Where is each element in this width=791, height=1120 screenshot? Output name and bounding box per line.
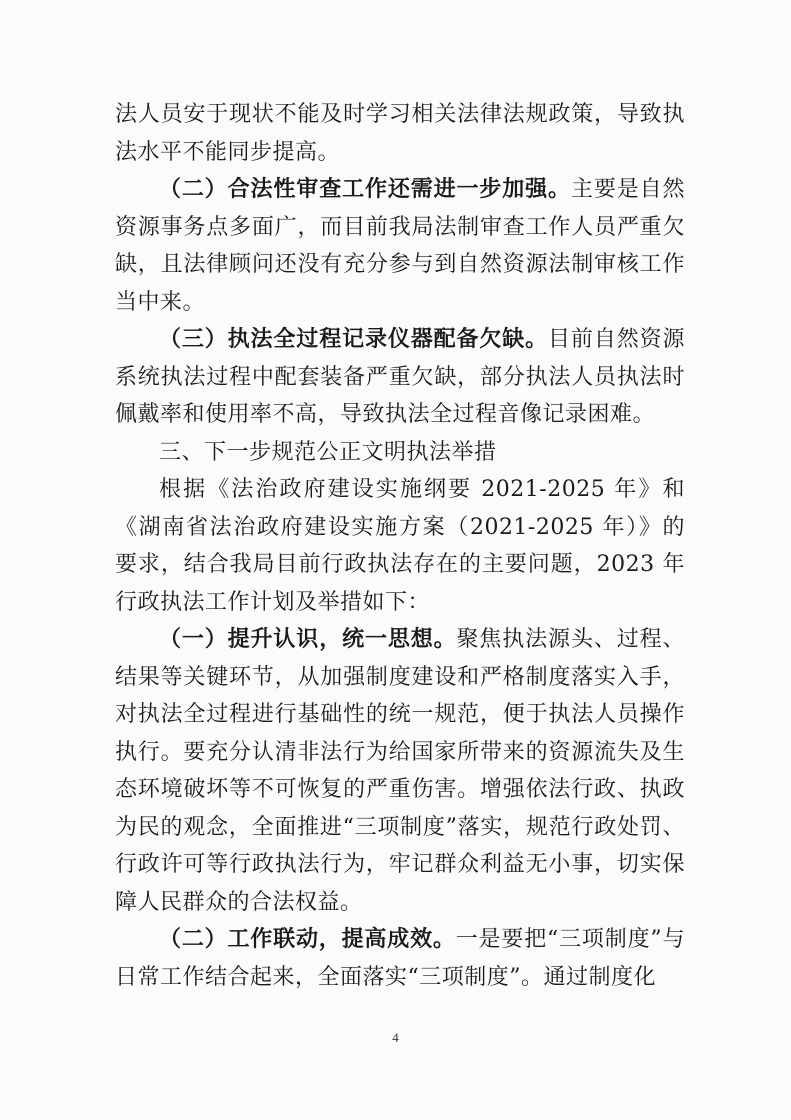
paragraph-continued: 法人员安于现状不能及时学习相关法律法规政策，导致执法水平不能同步提高。 xyxy=(115,102,685,165)
paragraph-basis: 根据《法治政府建设实施纲要 2021-2025 年》和《湖南省法治政府建设实施方案（2021-2025 年）》的要求，结合我局目前行政执法存在的主要问题，2023 年行政执法工作计划及举措如下： xyxy=(115,477,685,615)
paragraph-recording-equipment xyxy=(115,321,685,434)
paragraph-recording-equipment-heading: （三）执法全过程记录仪器配备欠缺。 xyxy=(159,327,549,352)
paragraph-recording-equipment-text: 目前自然资源系统执法过程中配套装备严重欠缺，部分执法人员执法时佩戴率和使用率不高，导致执法全过程音像记录困难。 xyxy=(115,327,685,427)
paragraph-legal-review-heading: （二）合法性审查工作还需进一步加强。 xyxy=(159,177,571,202)
document-body xyxy=(115,96,685,996)
section-heading: 三、下一步规范公正文明执法举措 xyxy=(159,439,497,465)
paragraph-legal-review xyxy=(115,171,685,321)
paragraph-linkage-heading: （二）工作联动，提高成效。 xyxy=(159,927,456,952)
page-number: 4 xyxy=(392,1030,399,1045)
paragraph-legal-review-text: 主要是自然资源事务点多面广，而目前我局法制审查工作人员严重欠缺，且法律顾问还没有充分参与到自然资源法制审核工作当中来。 xyxy=(115,177,685,315)
paragraph-awareness-heading: （一）提升认识，统一思想。 xyxy=(159,627,457,652)
paragraph-awareness xyxy=(115,621,685,921)
paragraph-awareness-text: 聚焦执法源头、过程、结果等关键环节，从加强制度建设和严格制度落实入手，对执法全过程进行基础性的统一规范，便于执法人员操作执行。要充分认清非法行为给国家所带来的资源流失及生态环境破坏等不可恢复的严重伤害。增强依法行政、执政为民的观念，全面推进“三项制度”落实，规范行政处罚、行政许可等行政执法行为，牢记群众利益无小事，切实保障人民群众的合法权益。 xyxy=(115,627,685,915)
paragraph-linkage xyxy=(115,921,685,996)
paragraph-linkage-text: 一是要把“三项制度”与日常工作结合起来，全面落实“三项制度”。通过制度化 xyxy=(115,927,685,990)
